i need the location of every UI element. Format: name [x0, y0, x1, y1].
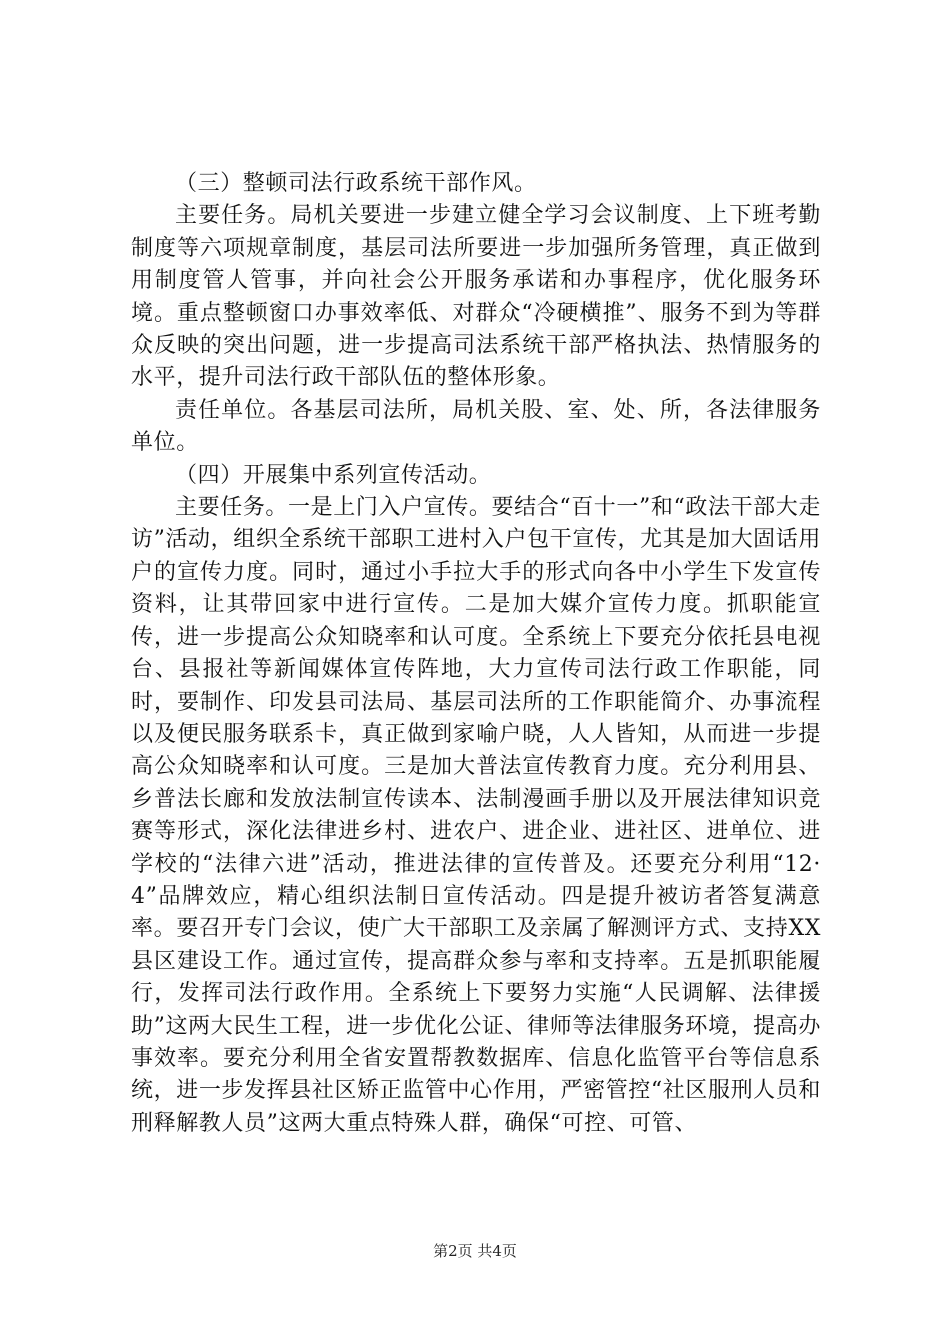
page-footer: 第2页 共4页 [433, 1242, 517, 1260]
paragraph-main-tasks-three: 主要任务。局机关要进一步建立健全学习会议制度、上下班考勤制度等六项规章制度，基层司法所要进一步加强所务管理，真正做到用制度管人管事，并向社会公开服务承诺和办事程序，优化服务环境。重点整顿窗口办事效率低、对群众“冷硬横推”、服务不到为等群众反映的突出问题，进一步提高司法系统干部严格执法、热情服务的水平，提升司法行政干部队伍的整体形象。 [131, 203, 821, 391]
paragraph-responsible-units: 责任单位。各基层司法所，局机关股、室、处、所，各法律服务单位。 [131, 397, 821, 456]
section-heading-four: （四）开展集中系列宣传活动。 [175, 462, 492, 488]
section-heading-three: （三）整顿司法行政系统干部作风。 [175, 171, 537, 196]
document-body [131, 168, 821, 1140]
paragraph-main-tasks-four: 主要任务。一是上门入户宣传。要结合“百十一”和“政法干部大走访”活动，组织全系统干部职工进村入户包干宣传，尤其是加大固话用户的宣传力度。同时，通过小手拉大手的形式向各中小学生下发宣传资料，让其带回家中进行宣传。二是加大媒介宣传力度。抓职能宣传，进一步提高公众知晓率和认可度。全系统上下要充分依托县电视台、县报社等新闻媒体宣传阵地，大力宣传司法行政工作职能，同时，要制作、印发县司法局、基层司法所的工作职能简介、办事流程以及便民服务联系卡，真正做到家喻户晓，人人皆知，从而进一步提高公众知晓率和认可度。三是加大普法宣传教育力度。充分利用县、乡普法长廊和发放法制宣传读本、法制漫画手册以及开展法律知识竞赛等形式，深化法律进乡村、进农户、进企业、进社区、进单位、进学校的“法律六进”活动，推进法律的宣传普及。还要充分利用“12·4”品牌效应，精心组织法制日宣传活动。四是提升被访者答复满意率。要召开专门会议，使广大干部职工及亲属了解测评方式、支持XX县区建设工作。通过宣传，提高群众参与率和支持率。五是抓职能履行，发挥司法行政作用。全系统上下要努力实施“人民调解、法律援助”这两大民生工程，进一步优化公证、律师等法律服务环境，提高办事效率。要充分利用全省安置帮教数据库、信息化监管平台等信息系统，进一步发挥县社区矫正监管中心作用，严密管控“社区服刑人员和刑释解教人员”这两大重点特殊人群，确保“可控、可管、 [131, 495, 821, 1136]
